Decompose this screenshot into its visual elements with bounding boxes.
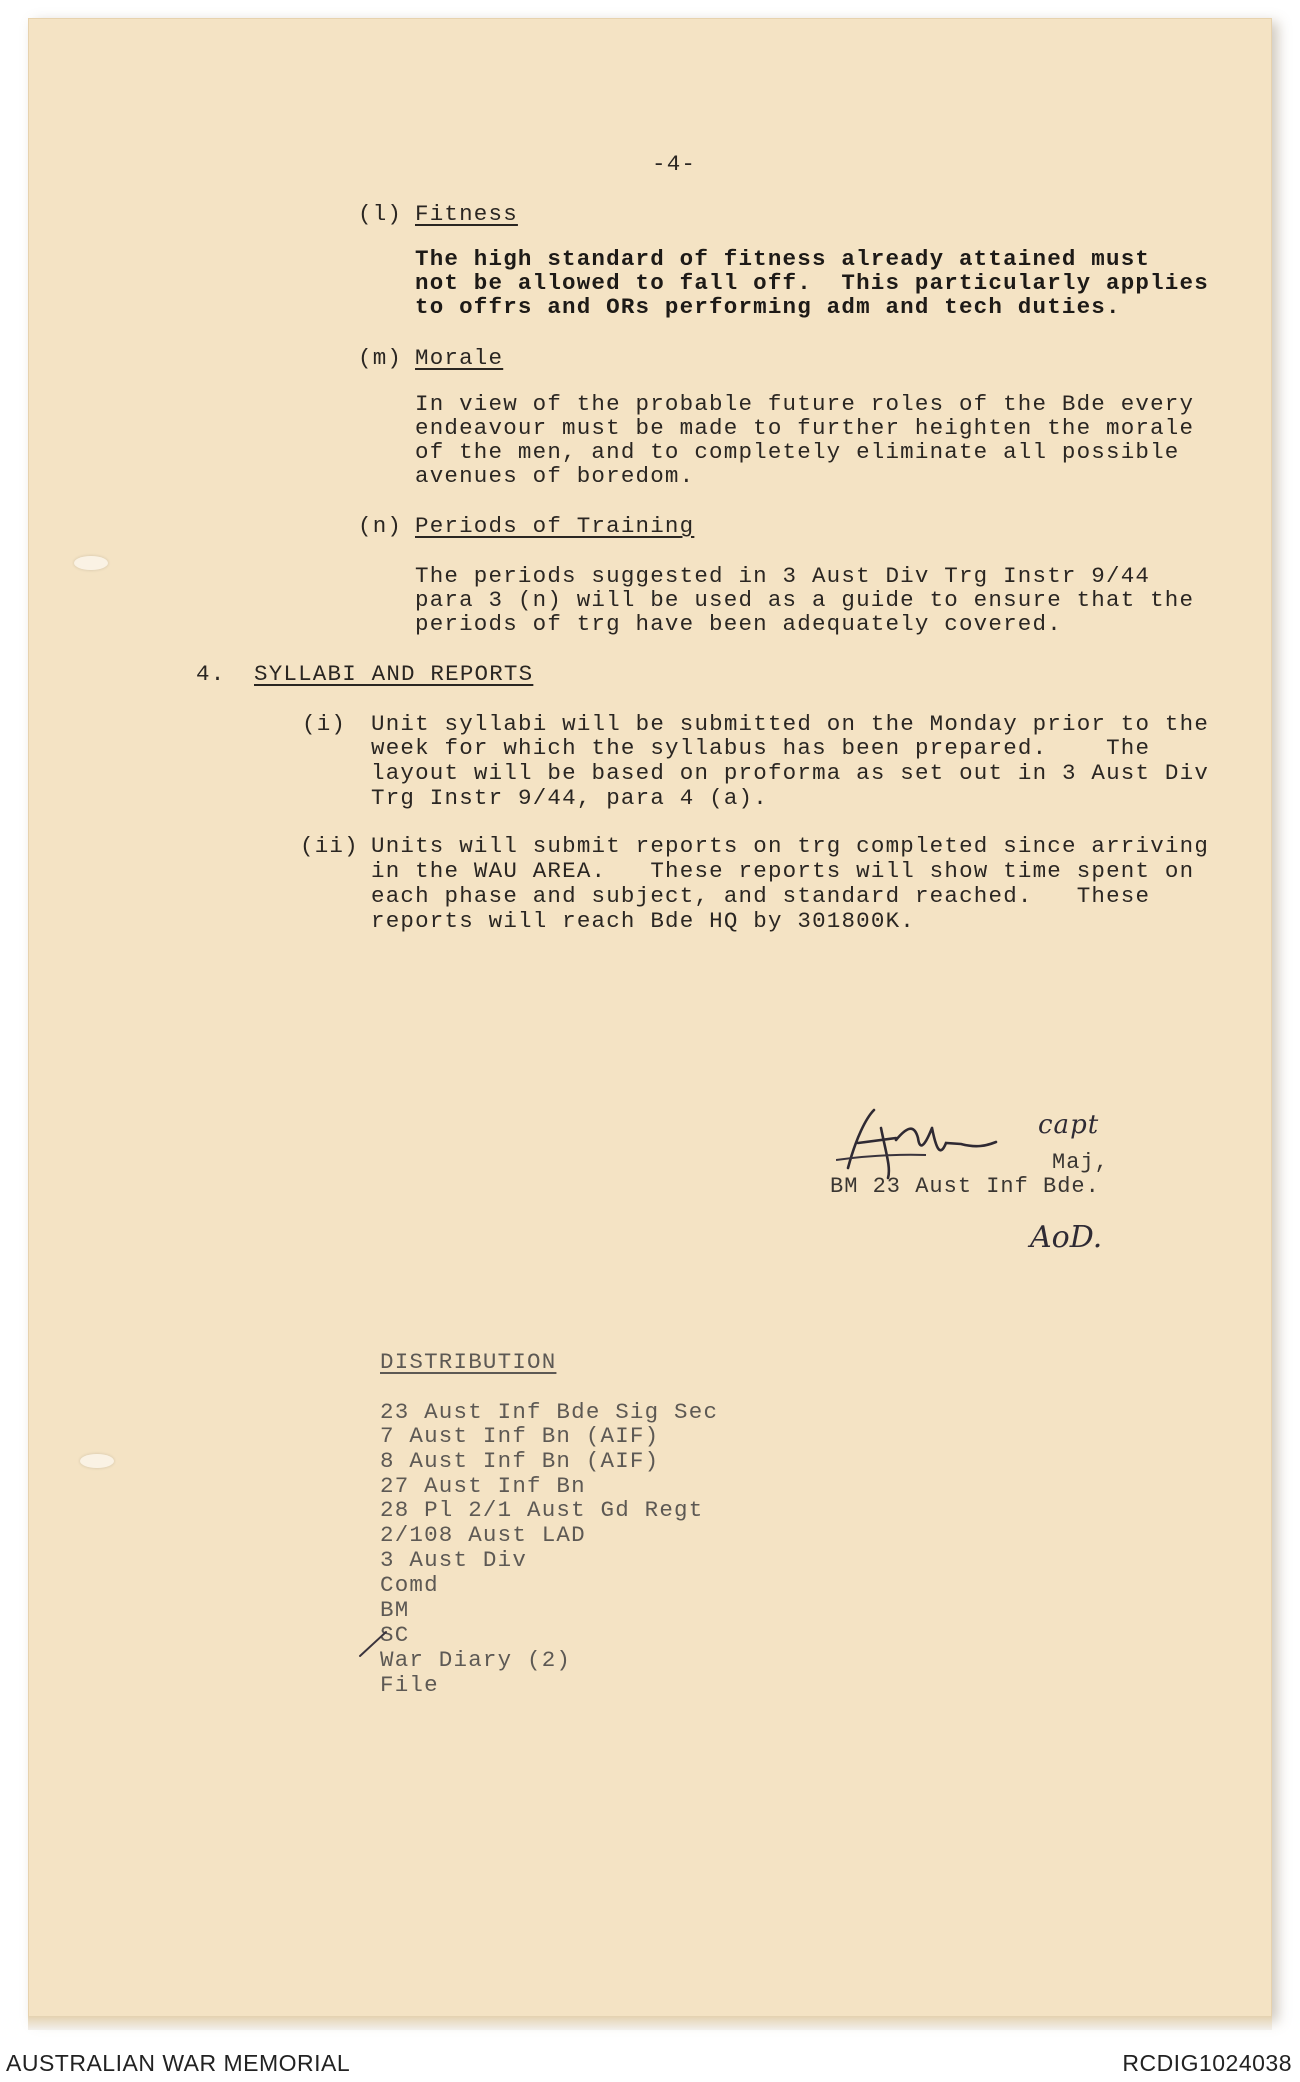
distribution-item: File <box>380 1672 439 1698</box>
distribution-item: 23 Aust Inf Bde Sig Sec <box>380 1399 719 1425</box>
distribution-item: War Diary (2) <box>380 1647 572 1673</box>
page-number: -4- <box>652 151 697 177</box>
section-4-item-line: week for which the syllabus has been prepared. The <box>371 735 1151 761</box>
section-m-marker: (m) <box>358 345 403 371</box>
signature-rank-handwritten: capt <box>1038 1110 1100 1140</box>
section-l-line: to offrs and ORs performing adm and tech duties. <box>415 294 1121 320</box>
section-n-marker: (n) <box>358 513 403 539</box>
distribution-heading: DISTRIBUTION <box>380 1349 557 1375</box>
section-4-heading: SYLLABI AND REPORTS <box>254 661 534 687</box>
section-m-line: avenues of boredom. <box>415 463 695 489</box>
section-n-line: para 3 (n) will be used as a guide to ensure that the <box>415 587 1195 613</box>
signature-appointment: BM 23 Aust Inf Bde. <box>830 1174 1100 1199</box>
distribution-item: 7 Aust Inf Bn (AIF) <box>380 1423 660 1449</box>
section-m-line: of the men, and to completely eliminate all possible <box>415 439 1180 465</box>
handwritten-initials: AoD. <box>1030 1220 1103 1255</box>
distribution-item: Comd <box>380 1572 439 1598</box>
distribution-item: SC <box>380 1622 410 1648</box>
section-4-item-line: layout will be based on proforma as set out in 3 Aust Div <box>371 760 1210 786</box>
section-n-line: periods of trg have been adequately covered. <box>415 611 1062 637</box>
page-edge <box>28 2016 1272 2030</box>
distribution-item: 28 Pl 2/1 Aust Gd Regt <box>380 1497 704 1523</box>
distribution-item: 2/108 Aust LAD <box>380 1522 586 1548</box>
section-4-item-line: Unit syllabi will be submitted on the Monday prior to the <box>371 711 1210 737</box>
section-n-heading: Periods of Training <box>415 513 695 539</box>
section-l-heading: Fitness <box>415 201 518 227</box>
section-l-marker: (l) <box>358 201 403 227</box>
punch-hole <box>74 556 108 570</box>
section-4-item-line: each phase and subject, and standard reached. These <box>371 883 1151 909</box>
footer-bar <box>0 2044 1300 2082</box>
punch-hole <box>80 1454 114 1468</box>
section-4-item-marker: (ii) <box>300 833 359 859</box>
section-m-line: In view of the probable future roles of the Bde every <box>415 391 1195 417</box>
section-4-item-line: in the WAU AREA. These reports will show time spent on <box>371 858 1195 884</box>
footer-institution: AUSTRALIAN WAR MEMORIAL <box>6 2050 351 2076</box>
signature-rank-typed: Maj, <box>1052 1150 1109 1175</box>
distribution-item: BM <box>380 1597 410 1623</box>
section-n-line: The periods suggested in 3 Aust Div Trg Instr 9/44 <box>415 563 1151 589</box>
section-4-number: 4. <box>196 661 226 687</box>
section-l-line: The high standard of fitness already attained must <box>415 246 1151 272</box>
distribution-item: 27 Aust Inf Bn <box>380 1473 586 1499</box>
distribution-item: 3 Aust Div <box>380 1547 528 1573</box>
section-4-item-line: Trg Instr 9/44, para 4 (a). <box>371 785 768 811</box>
tick-mark <box>358 1628 388 1658</box>
section-m-heading: Morale <box>415 345 504 371</box>
distribution-item: 8 Aust Inf Bn (AIF) <box>380 1448 660 1474</box>
section-4-item-line: reports will reach Bde HQ by 301800K. <box>371 908 915 934</box>
section-4-item-marker: (i) <box>302 711 347 737</box>
section-4-item-line: Units will submit reports on trg completed since arriving <box>371 833 1210 859</box>
footer-catalogue-id: RCDIG1024038 <box>1122 2050 1292 2076</box>
section-m-line: endeavour must be made to further heighten the morale <box>415 415 1195 441</box>
section-l-line: not be allowed to fall off. This particularly applies <box>415 270 1209 296</box>
